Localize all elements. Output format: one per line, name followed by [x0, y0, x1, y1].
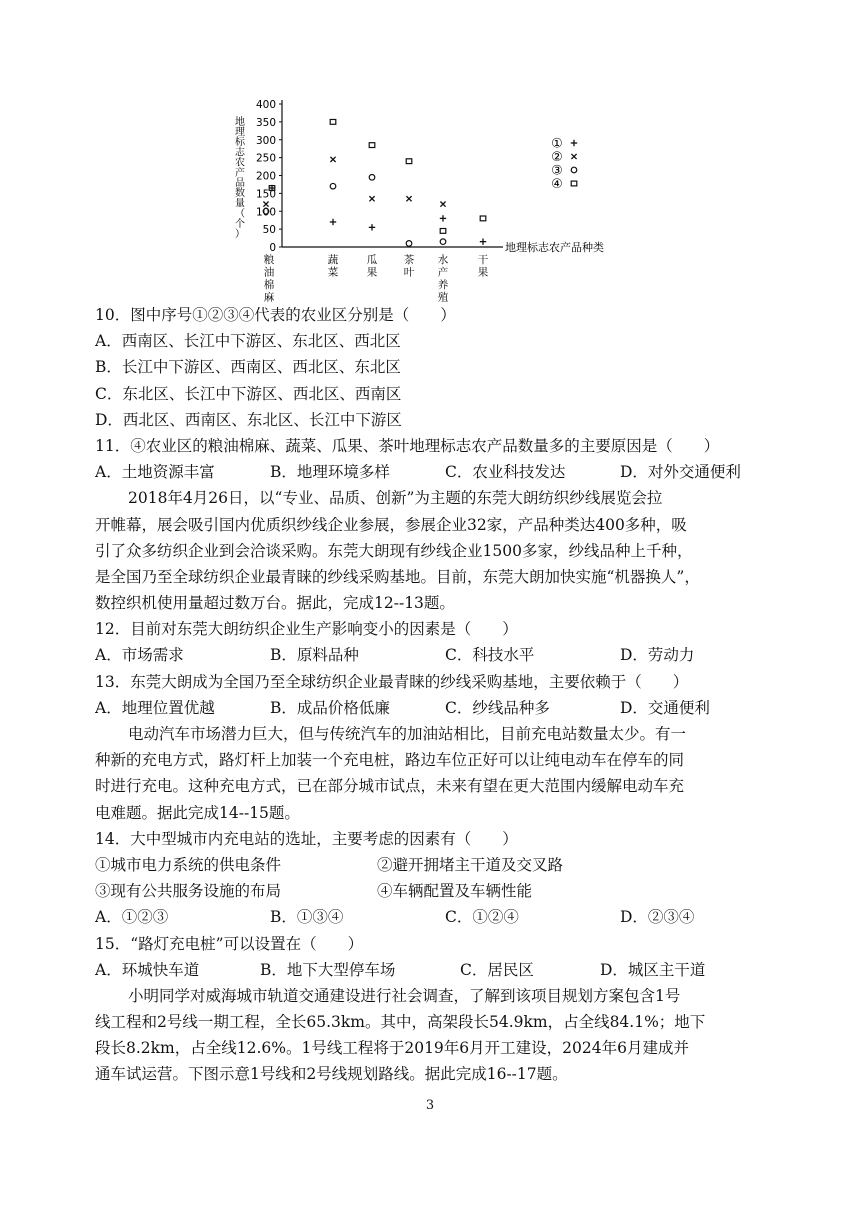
text-line: 开帷幕，展会吸引国内优质织纱线企业参展，参展企业32家，产品种类达400多种，吸 [95, 515, 687, 534]
y-tick-label: 150 [255, 188, 276, 201]
options-row [95, 878, 795, 904]
text-line: 15．“路灯充电桩”可以设置在（ ） [95, 934, 364, 953]
y-tick-label: 350 [255, 116, 276, 129]
text-line: 13．东莞大朗成为全国乃至全球纺织企业最青睐的纱线采购基地，主要依赖于（ ） [95, 672, 689, 691]
options-row [95, 904, 795, 930]
paragraph-first-line: 2018年4月26日，以“专业、品质、创新”为主题的东莞大朗纺织纱线展览会拉 [128, 489, 663, 508]
data-point [440, 239, 446, 245]
y-axis-label-char: 品 [235, 178, 245, 189]
data-point [330, 119, 336, 124]
text-line: D．西北区、西南区、东北区、长江中下游区 [95, 410, 402, 429]
options-row [95, 642, 795, 668]
question-text [95, 302, 795, 1088]
category-label-char: 油 [263, 266, 275, 279]
y-axis-label-char: （ [235, 208, 245, 220]
option-item: A．地理位置优越 [95, 698, 215, 717]
text-line: 引了众多纺织企业到会洽谈采购。东莞大朗现有纱线企业1500多家，纱线品种上千种， [95, 541, 693, 560]
category-label-char: 殖 [437, 291, 449, 304]
y-axis-label-char: 标 [235, 137, 245, 149]
data-point [406, 159, 412, 164]
category-label-char: 果 [477, 266, 489, 279]
option-item: C．科技水平 [445, 646, 535, 665]
category-label-char: 叶 [403, 266, 415, 279]
text-line: C．东北区、长江中下游区、西北区、西南区 [95, 384, 402, 403]
option-item: D．城区主干道 [600, 960, 706, 979]
data-point [369, 224, 375, 230]
category-label-char: 产 [437, 266, 449, 279]
text-line: 线工程和2号线一期工程，全长65.3km。其中，高架段长54.9km，占全线84.1%；地下 [95, 1013, 706, 1032]
legend-marker [571, 140, 577, 146]
y-tick-label: 250 [255, 152, 276, 165]
page-number: 3 [425, 1098, 435, 1113]
option-item: D．对外交通便利 [620, 463, 741, 482]
chart-y-tick-labels [256, 99, 282, 254]
data-point [330, 219, 336, 225]
text-line: 14．大中型城市内充电站的选址，主要考虑的因素有（ ） [95, 829, 518, 848]
y-tick-label: 300 [255, 134, 276, 147]
y-axis-label-char: 理 [235, 127, 245, 138]
option-item: C．农业科技发达 [445, 463, 566, 482]
options-row [95, 459, 795, 485]
legend-marker [571, 181, 577, 186]
data-point [369, 174, 375, 180]
options-row [95, 695, 795, 721]
category-label-char: 棉 [263, 279, 275, 291]
option-item: A．①②③ [95, 908, 169, 927]
text-line: 电难题。据此完成14--15题。 [95, 803, 300, 822]
option-item: B．①③④ [270, 908, 344, 927]
option-item: ④车辆配置及车辆性能 [377, 882, 533, 901]
option-item: A．市场需求 [95, 646, 184, 665]
option-item: B．地下大型停车场 [260, 960, 396, 979]
text-line: 种新的充电方式，路灯杆上加装一个充电桩，路边车位正好可以让纯电动车在停车的同 [95, 751, 685, 770]
option-item: B．地理环境多样 [270, 463, 390, 482]
legend-label: ② [551, 150, 563, 165]
paragraph-first-line: 电动汽车市场潜力巨大，但与传统汽车的加油站相比，目前充电站数量太少。有一 [128, 725, 687, 743]
y-axis-label-char: 量 [235, 198, 245, 210]
y-tick-label: 50 [262, 224, 276, 237]
legend-marker [571, 167, 577, 173]
y-tick-label: 200 [255, 170, 276, 183]
y-axis-label-char: 志 [235, 147, 245, 159]
data-point [406, 196, 411, 201]
option-item: A．土地资源丰富 [95, 463, 215, 482]
category-label-char: 养 [437, 279, 449, 291]
chart-axes [282, 100, 503, 247]
data-point [480, 238, 486, 244]
option-item: ①城市电力系统的供电条件 [95, 855, 282, 874]
paragraph-first-line: 小明同学对威海城市轨道交通建设进行社会调查，了解到该项目规划方案包含1号 [128, 986, 681, 1005]
data-point [369, 196, 374, 201]
y-axis-label-char: 产 [235, 167, 245, 179]
category-label-char: 水 [437, 254, 449, 266]
option-item: ②避开拥堵主干道及交叉路 [377, 855, 564, 874]
legend-label: ③ [551, 163, 563, 179]
text-line: 通车试运营。下图示意1号线和2号线规划路线。据此完成16--17题。 [95, 1065, 568, 1084]
data-point [480, 216, 486, 221]
option-item: C．居民区 [460, 960, 534, 979]
y-axis-label-char: ） [235, 229, 245, 240]
chart-legend [551, 137, 577, 193]
text-line: 时进行充电。这种充电方式，已在部分城市试点，未来有望在更大范围内缓解电动车充 [95, 777, 685, 796]
y-axis-label-char: 农 [235, 157, 245, 169]
text-line: B．长江中下游区、西南区、西北区、东北区 [95, 358, 401, 377]
legend-label: ① [551, 136, 563, 152]
y-tick-label: 400 [255, 99, 276, 111]
data-point [440, 215, 446, 221]
y-axis-label-char: 地 [235, 116, 245, 128]
category-label-char: 粮 [263, 254, 275, 266]
chart-points [263, 119, 486, 246]
category-label-char: 菜 [327, 266, 339, 279]
text-line: A．西南区、长江中下游区、东北区、西北区 [95, 332, 401, 351]
text-line: 12．目前对东莞大朗纺织企业生产影响变小的因素是（ ） [95, 620, 518, 639]
option-item: C．①②④ [445, 908, 519, 927]
y-tick-label: 0 [269, 242, 276, 254]
option-item: B．成品价格低廉 [270, 698, 390, 717]
category-label-char: 麻 [263, 291, 275, 304]
text-line: 段长8.2km，占全线12.6%。1号线工程将于2019年6月开工建设，2024年6月建成并 [95, 1039, 689, 1058]
y-axis-label-char: 数 [235, 188, 245, 200]
text-line: 11．④农业区的粮油棉麻、蔬菜、瓜果、茶叶地理标志农产品数量多的主要原因是（ ） [95, 436, 720, 455]
legend-label: ④ [551, 177, 563, 192]
data-point [369, 143, 375, 148]
text-line: 是全国乃至全球纺织企业最青睐的纱线采购基地。目前，东莞大朗加快实施“机器换人”， [95, 567, 700, 586]
category-label-char: 果 [366, 266, 378, 279]
chart-y-axis-label [235, 115, 246, 240]
chart-x-axis-label: 地理标志农产品种类 [505, 241, 604, 254]
options-row [95, 957, 795, 983]
option-item: D．劳动力 [620, 646, 695, 665]
category-label-char: 茶 [403, 254, 415, 266]
option-item: D．交通便利 [620, 698, 710, 717]
option-item: C．纱线品种多 [445, 698, 550, 717]
category-label-char: 瓜 [366, 254, 378, 266]
legend-marker [571, 154, 576, 159]
option-item: D．②③④ [620, 908, 695, 927]
data-point [330, 183, 336, 189]
data-point [406, 241, 412, 247]
text-line: 数控织机使用量超过数万台。据此，完成12--13题。 [95, 594, 455, 613]
option-item: ③现有公共服务设施的布局 [95, 882, 282, 901]
text-line: 10．图中序号①②③④代表的农业区分别是（ ） [95, 306, 456, 324]
data-point [330, 157, 335, 162]
data-point [440, 229, 446, 234]
agri-products-scatter-chart [220, 92, 650, 304]
option-item: A．环城快车道 [95, 960, 200, 979]
y-axis-label-char: 个 [235, 218, 245, 230]
chart-category-labels [264, 253, 489, 304]
data-point [440, 202, 445, 207]
y-tick-label: 100 [255, 206, 276, 219]
options-row [95, 852, 795, 878]
category-label-char: 干 [477, 254, 489, 266]
option-item: B．原料品种 [270, 646, 359, 665]
category-label-char: 蔬 [327, 254, 339, 266]
